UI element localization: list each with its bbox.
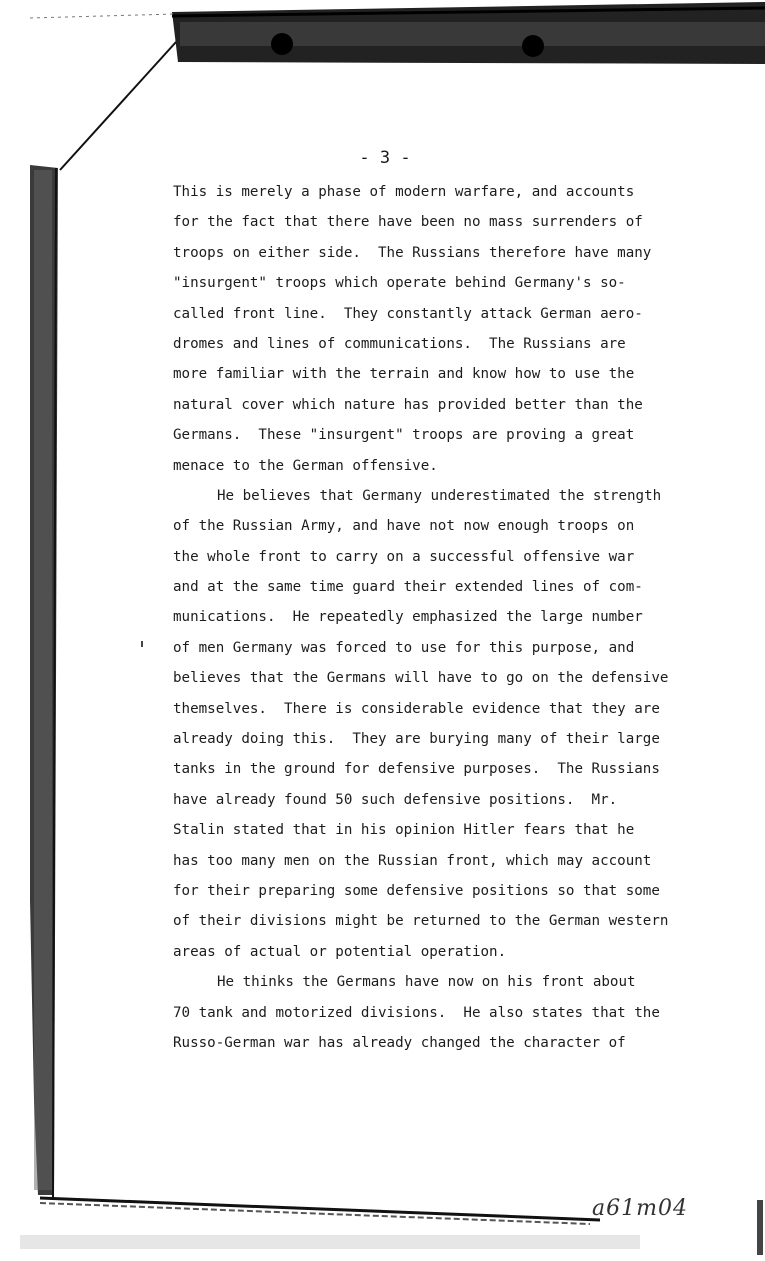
text-line: Russo-German war has already changed the character of	[173, 1034, 626, 1051]
text-line: of the Russian Army, and have not now enough troops on	[173, 518, 635, 535]
text-line: of their divisions might be returned to the German western	[173, 913, 669, 930]
text-line: areas of actual or potential operation.	[173, 943, 507, 960]
page-number: - 3 -	[359, 148, 411, 168]
text-line: tanks in the ground for defensive purposes. The Russians	[173, 761, 660, 778]
binder-hole-left	[271, 33, 293, 55]
text-line: more familiar with the terrain and know how to use the	[173, 366, 635, 383]
text-line: themselves. There is considerable evidence that they are	[173, 700, 660, 717]
text-line: dromes and lines of communications. The Russians are	[173, 335, 626, 352]
text-line: menace to the German offensive.	[173, 457, 438, 474]
bottom-edge-line	[40, 1198, 600, 1220]
text-line: 70 tank and motorized divisions. He also states that the	[173, 1004, 660, 1021]
text-line: and at the same time guard their extended lines of com-	[173, 579, 643, 596]
text-line: Germans. These "insurgent" troops are proving a great	[173, 427, 635, 444]
text-line: He believes that Germany underestimated the strength	[217, 487, 662, 504]
text-line: natural cover which nature has provided better than the	[173, 396, 643, 413]
text-line: troops on either side. The Russians therefore have many	[173, 244, 652, 261]
text-line: already doing this. They are burying many of their large	[173, 731, 660, 748]
text-line: for their preparing some defensive positions so that some	[173, 882, 660, 899]
text-line: This is merely a phase of modern warfare, and accounts	[173, 184, 635, 200]
text-line: believes that the Germans will have to go on the defensive	[173, 670, 669, 687]
text-line: for the fact that there have been no mass surrenders of	[173, 214, 643, 231]
text-line: called front line. They constantly attack German aero-	[173, 305, 643, 322]
top-strip-speckle	[180, 22, 765, 46]
stray-ink-mark	[141, 641, 143, 647]
text-line: of men Germany was forced to use for this purpose, and	[173, 639, 635, 656]
binder-hole-right	[522, 35, 544, 57]
body-text	[173, 177, 713, 1058]
text-line: have already found 50 such defensive positions. Mr.	[173, 791, 618, 808]
handwritten-annotation: a61m04	[592, 1196, 688, 1221]
text-line: munications. He repeatedly emphasized the large number	[173, 609, 643, 626]
text-line: Stalin stated that in his opinion Hitler fears that he	[173, 822, 635, 839]
corner-fold-line	[60, 42, 176, 170]
text-line: the whole front to carry on a successful offensive war	[173, 548, 635, 565]
text-line: "insurgent" troops which operate behind Germany's so-	[173, 275, 626, 292]
text-line: has too many men on the Russian front, which may account	[173, 852, 652, 869]
text-line: He thinks the Germans have now on his front about	[217, 974, 636, 991]
